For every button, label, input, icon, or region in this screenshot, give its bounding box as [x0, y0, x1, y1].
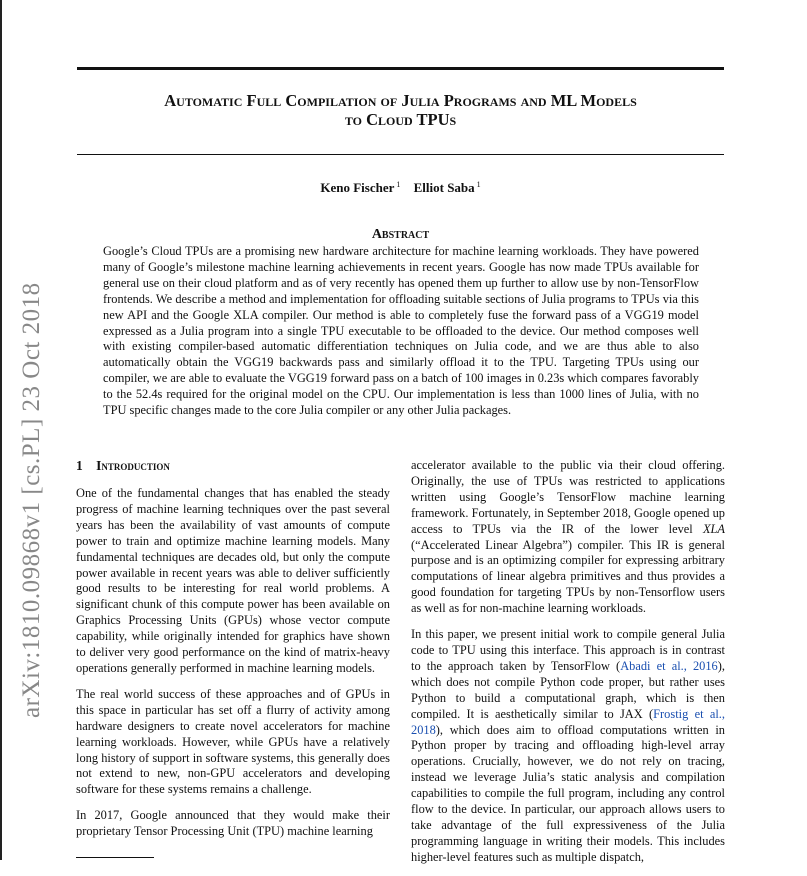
paragraph	[411, 627, 725, 866]
author-1	[320, 180, 400, 195]
arxiv-identifier[interactable]: arXiv:1810.09868v1 [cs.PL] 23 Oct 2018	[18, 282, 45, 718]
left-column	[76, 486, 390, 850]
text-run: (“Accelerated Linear Algebra”) compiler. This IR is general purpose and is an optimizing compiler for expressing arbitrary computations of linear algebra primitives and thus provides a good foundation for targeting TPUs by non-Tensorflow users as well as for non-machine learning workloads.	[411, 537, 725, 616]
paragraph	[411, 458, 725, 617]
author-2	[414, 180, 481, 195]
abstract-heading: Abstract	[371, 227, 430, 242]
section-number: 1	[76, 458, 83, 473]
text-run: In this paper, we present initial work to compile general Julia code to TPU using this interface. This approach is in contrast to the approach taken by TensorFlow (	[411, 627, 725, 673]
xla-term: XLA	[702, 521, 725, 536]
title-line-1: Automatic Full Compilation of Julia Programs and ML Models	[164, 91, 637, 110]
text-run: ), which does aim to offload computations written in Python proper by tracing and offloading high-level array operations. Crucially, however, we do not rely on tracing, instead we leverage Julia’s static analysis and compilation capabilities to compile the full program, including any control flow to the device. In particular, our approach allows users to take advantage of the full expressiveness of the Julia programming language in writing their models. This includes higher-level features such as multiple dispatch,	[411, 722, 725, 864]
section-title: Introduction	[96, 458, 170, 473]
page-edge-line	[0, 0, 2, 860]
section-heading	[76, 458, 170, 474]
paragraph: In 2017, Google announced that they would make their proprietary Tensor Processing Unit (TPU) machine learning	[76, 808, 390, 839]
paragraph: One of the fundamental changes that has enabled the steady progress of machine learning techniques over the past several years has been the availability of vast amounts of compute power to train and optimize machine learning models. Many fundamental techniques are decades old, but only the compute power available in recent years was able to deliver sufficiently good results to be interesting for real world problems. A significant chunk of this compute power has been available on Graphics Processing Units (GPUs) whose vector compute capability, while originally intended for graphics have shown to deliver very good performance on the kind of matrix-heavy operations generally performed in machine learning models.	[76, 486, 390, 675]
abstract-text: Google’s Cloud TPUs are a promising new hardware architecture for machine learning workloads. They have powered many of Google’s milestone machine learning achievements in recent years. Google has now made TPUs available for general use on their cloud platform and as of very recently has opened them up further to allow use by non-TensorFlow frontends. We describe a method and implementation for offloading suitable sections of Julia programs to TPUs via this new API and the Google XLA compiler. Our method is able to completely fuse the forward pass of a VGG19 model expressed as a Julia program into a single TPU executable to be offloaded to the device. Our method composes well with existing compiler-based automatic differentiation techniques on Julia code, and we are thus able to also automatically obtain the VGG19 backwards pass and similarly offload it to the TPU. Targeting TPUs using our compiler, we are able to evaluate the VGG19 forward pass on a batch of 100 images in 0.23s which compares favorably to the 52.4s required for the original model on the CPU. Our implementation is less than 1000 lines of Julia, with no TPU specific changes made to the core Julia compiler or any other Julia packages.	[103, 244, 699, 418]
paper-title	[77, 91, 724, 129]
text-run: ), which does not compile Python code proper, but rather uses Python to build a computational graph, which is then compiled. It is aesthetically similar to JAX (	[411, 658, 725, 721]
text-run: accelerator available to the public via their cloud offering. Originally, the use of TPUs was restricted to applications written using Google’s TensorFlow machine learning framework. Fortunately, in September 2018, Google opened up access to TPUs via the IR of the lower level	[411, 458, 725, 536]
footnote-rule	[76, 857, 154, 858]
author-list	[77, 180, 724, 196]
title-line-2: to Cloud TPUs	[344, 110, 457, 129]
author-affiliation: 1	[396, 180, 401, 189]
right-column	[411, 458, 725, 876]
citation-frostig-link[interactable]: Frostig et al., 2018	[411, 706, 726, 737]
title-bottom-rule	[77, 154, 724, 155]
author-name: Keno Fischer	[320, 180, 395, 196]
title-top-rule	[77, 67, 724, 70]
author-name: Elliot Saba	[413, 180, 475, 196]
paragraph: The real world success of these approaches and of GPUs in this space in particular has set off a flurry of activity among hardware designers to create novel accelerators for machine learning workloads. However, while GPUs have a relatively long history of support in software systems, this generally does not extend to new, non-GPU accelerators and developing software for these systems remains a challenge.	[76, 686, 390, 797]
author-affiliation: 1	[476, 180, 481, 189]
citation-abadi-link[interactable]: Abadi et al., 2016	[620, 658, 718, 673]
